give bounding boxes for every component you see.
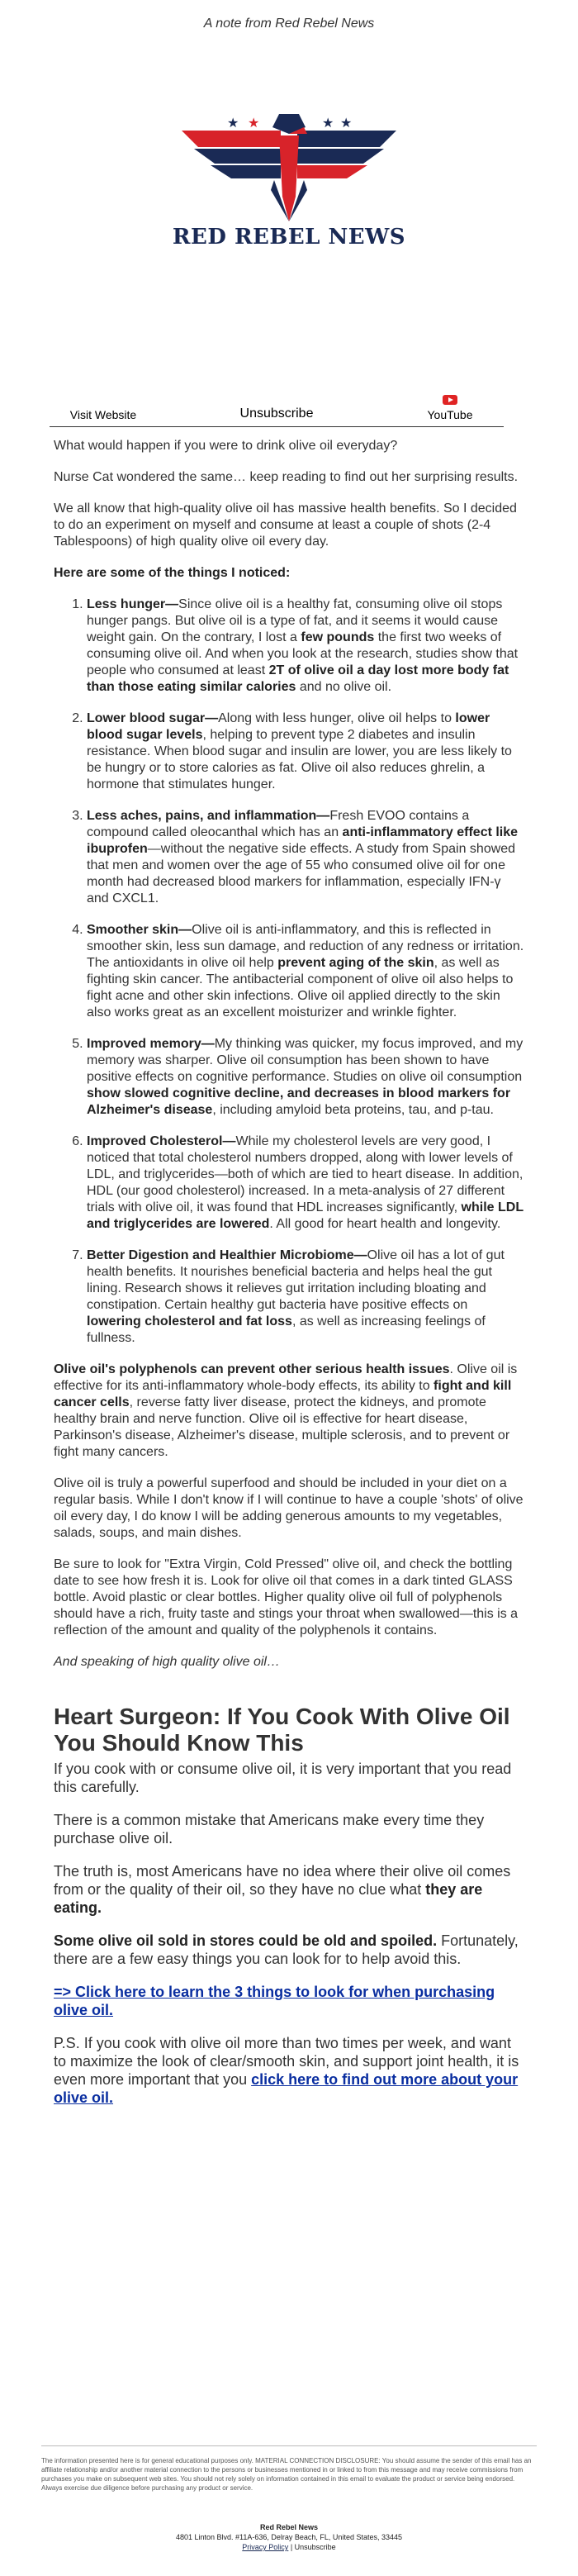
article-p2: There is a common mistake that Americans make every time they purchase olive oil. [54, 1812, 485, 1846]
article-body [54, 1760, 524, 2107]
youtube-label: YouTube [427, 408, 473, 421]
footer-company: Red Rebel News [259, 2523, 319, 2531]
eagle-icon [165, 97, 413, 230]
footer-unsubscribe-link[interactable]: Unsubscribe [294, 2543, 336, 2551]
footer-address: 4801 Linton Blvd. #11A-636, Delray Beach, FL, United States, 33445 [175, 2533, 402, 2541]
list-item: 7. Better Digestion and Healthier Microbiome—Olive oil has a lot of gut health benefits. It nourishes beneficial bacteria and helps heal the gut lining. Research shows it relieves gut irritation including bloating and constipation. Certain healthy gut bacteria have positive effects on lowering cholesterol and fat loss, as well as increasing feelings of fullness. [87, 1248, 524, 1347]
svg-text:★: ★ [248, 115, 260, 131]
cta-link[interactable]: => Click here to learn the 3 things to look for when purchasing olive oil. [54, 1984, 495, 2018]
noticed-heading: Here are some of the things I noticed: [54, 566, 291, 580]
disclaimer: The information presented here is for general educational purposes only. MATERIAL CONNECTION DISCLOSURE: You should assume the sender of this email has an affiliate relationship and/or another material connection to the persons or businesses mentioned in or linked to from this message and may receive commissions from purchases you make on subsequent web sites. You should not rely solely on information contained in this email to evaluate the product or service being endorsed. Always exercise due diligence before purchasing any product or service. [41, 2457, 532, 2492]
list-item: 1. Less hunger—Since olive oil is a healthy fat, consuming olive oil stops hunger pangs. But olive oil is a type of fat, and it seems it would cause weight gain. On the contrary, I lost a few pounds the first two weeks of consuming olive oil. And when you look at the research, studies show that people who consumed at least 2T of olive oil a day lost more body fat than those eating similar calories and no olive oil. [87, 596, 524, 696]
ps-paragraph: P.S. If you cook with olive oil more than two times per week, and want to maximize the look of clear/smooth skin, and support joint health, it is even more important that you click here to find out more about your olive oil. [54, 2035, 519, 2106]
privacy-policy-link[interactable]: Privacy Policy [242, 2543, 289, 2551]
svg-text:★: ★ [340, 115, 353, 131]
svg-text:★: ★ [322, 115, 334, 131]
list-item: 5. Improved memory—My thinking was quicker, my focus improved, and my memory was sharper. Olive oil consumption has been shown to have positive effects on cognitive performance. Studies on olive oil consumption show slowed cognitive decline, and decreases in blood markers for Alzheimer's disease, including amyloid beta proteins, tau, and p-tau. [87, 1036, 524, 1119]
youtube-link[interactable] [396, 395, 504, 421]
list-item: 2. Lower blood sugar—Along with less hunger, olive oil helps to lower blood sugar levels, helping to prevent type 2 diabetes and insulin resistance. When blood sugar and insulin are lower, you are less likely to be hungry or to store calories as fat. Olive oil also reduces ghrelin, a hormone that stimulates hunger. [87, 711, 524, 793]
list-item: 3. Less aches, pains, and inflammation—Fresh EVOO contains a compound called oleocanthal which has an anti-inflammatory effect like ibuprofen—without the negative side effects. A study from Spain showed that men and women over the age of 55 who consumed olive oil for one month had decreased blood markers for inflammation, especially IFN-γ and CXCL1. [87, 808, 524, 907]
header-note: A note from Red Rebel News [203, 17, 375, 31]
article-p3: The truth is, most Americans have no idea where their olive oil comes from or the quality of their oil, so they have no clue what they are eating. [54, 1863, 511, 1916]
article-p4: Some olive oil sold in stores could be old and spoiled. Fortunately, there are a few easy things you can look for to help avoid this. [54, 1932, 519, 1967]
header-links [50, 388, 504, 427]
visit-website-link[interactable]: Visit Website [69, 408, 137, 421]
svg-text:★: ★ [227, 115, 239, 131]
superfood-paragraph: Olive oil is truly a powerful superfood and should be included in your diet on a regular basis. While I don't know if I will continue to have a couple 'shots' of olive oil every day, I do know I will be adding generous amounts to my vegetables, salads, soups, and main dishes. [54, 1476, 524, 1540]
intro-experiment: We all know that high-quality olive oil has massive health benefits. So I decided to do an experiment on myself and consume at least a couple of shots (2-4 Tablespoons) of high quality olive oil every day. [54, 501, 517, 549]
intro-question: What would happen if you were to drink olive oil everyday? [54, 439, 398, 453]
article-headline: Heart Surgeon: If You Cook With Olive Oil You Should Know This [54, 1704, 510, 1756]
ps-link[interactable]: click here to find out more about your olive oil. [54, 2071, 519, 2106]
footer [41, 2445, 537, 2552]
brand-name: RED REBEL NEWS [172, 225, 406, 250]
look-for-paragraph: Be sure to look for "Extra Virgin, Cold Pressed" olive oil, and check the bottling date to see how fresh it is. Look for olive oil that comes in a dark tinted GLASS bottle. Avoid plastic or clear bottles. Higher quality olive oil full of polyphenols should have a rich, fruity taste and stings your throat when swallowed—this is a reflection of the amount and quality of the polyphenols it contains. [54, 1557, 519, 1637]
intro-nurse: Nurse Cat wondered the same… keep reading to find out her surprising results. [54, 470, 519, 484]
brand-logo[interactable] [165, 97, 413, 279]
benefits-list [54, 596, 524, 1347]
speaking-line: And speaking of high quality olive oil… [54, 1655, 280, 1669]
list-item: 6. Improved Cholesterol—While my cholesterol levels are very good, I noticed that total cholesterol numbers dropped, along with lower levels of LDL, and triglycerides—both of which are tied to heart disease. In addition, HDL (our good cholesterol) increased. In a meta-analysis of 27 different trials with olive oil, it was found that HDL increases significantly, while LDL and triglycerides are lowered. All good for heart health and longevity. [87, 1134, 524, 1233]
article-p1: If you cook with or consume olive oil, it is very important that you read this carefully. [54, 1761, 512, 1795]
list-item: 4. Smoother skin—Olive oil is anti-inflammatory, and this is reflected in smoother skin, less sun damage, and reduction of any redness or irritation. The antioxidants in olive oil help prevent aging of the skin, as well as fighting skin cancer. The antibacterial component of olive oil also helps to fight acne and other skin infections. Olive oil applied directly to the skin also works great as an excellent moisturizer and wrinkle fighter. [87, 922, 524, 1021]
email-body [54, 438, 524, 2122]
polyphenols-paragraph: Olive oil's polyphenols can prevent other serious health issues. Olive oil is effective for its anti-inflammatory whole-body effects, its ability to fight and kill cancer cells, reverse fatty liver disease, protect the kidneys, and promote healthy brain and nerve function. Olive oil is effective for heart disease, Parkinson's disease, Alzheimer's disease, multiple sclerosis, and to prevent or fight many cancers. [54, 1362, 518, 1459]
unsubscribe-link[interactable]: Unsubscribe [239, 406, 314, 421]
youtube-icon [443, 395, 457, 405]
footer-address-block: Red Rebel News 4801 Linton Blvd. #11A-636, Delray Beach, FL, United States, 33445 Privacy Policy | Unsubscribe [175, 2523, 402, 2551]
